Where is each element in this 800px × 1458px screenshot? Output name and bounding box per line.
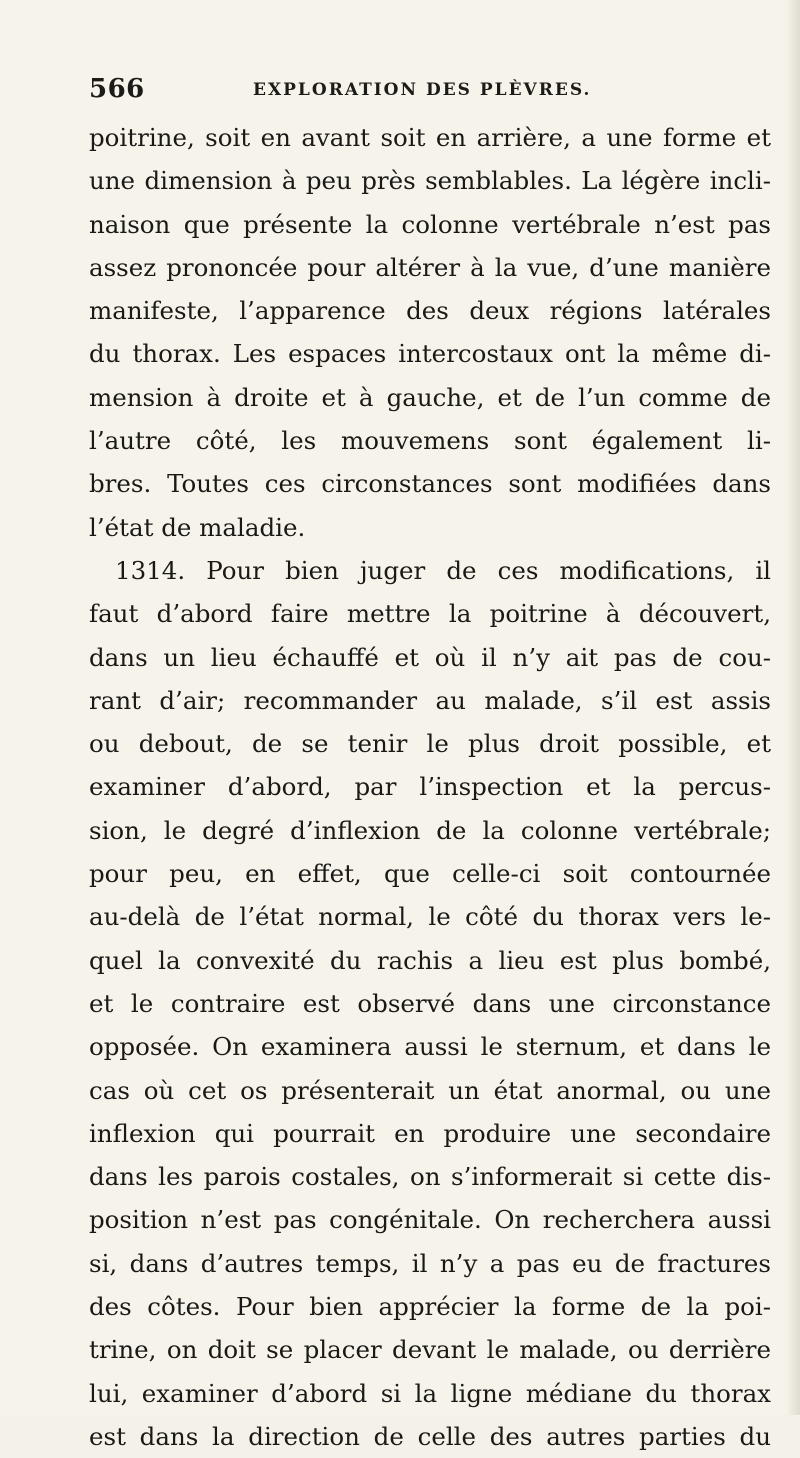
text-line: si, dans d’autres temps, il n’y a pas eu de fractures <box>89 1248 771 1278</box>
page-edge-shadow <box>786 0 800 1415</box>
running-header <box>89 74 769 114</box>
text-line: poitrine, soit en avant soit en arrière, a une forme et <box>89 123 771 152</box>
text-line: lui, examiner d’abord si la ligne médiane du thorax <box>89 1378 771 1408</box>
text-line: l’état de maladie. <box>89 512 306 542</box>
paragraph-start-line: 1314. Pour bien juger de ces modifications, il <box>115 555 771 585</box>
text-line: rant d’air; recommander au malade, s’il est assis <box>89 685 771 715</box>
text-line: des côtes. Pour bien apprécier la forme de la poi- <box>89 1292 771 1322</box>
text-line: inflexion qui pourrait en produire une secondaire <box>89 1118 771 1148</box>
text-line: au-delà de l’état normal, le côté du thorax vers le- <box>89 902 771 932</box>
page-number: 566 <box>89 74 145 104</box>
text-line: opposée. On examinera aussi le sternum, et dans le <box>89 1032 771 1062</box>
text-line: ou debout, de se tenir le plus droit possible, et <box>89 729 771 759</box>
text-line: examiner d’abord, par l’inspection et la percus- <box>89 772 771 802</box>
text-line: naison que présente la colonne vertébrale n’est pas <box>89 209 771 239</box>
text-line: manifeste, l’apparence des deux régions latérales <box>89 296 771 326</box>
text-line: une dimension à peu près semblables. La légère incli- <box>89 166 771 196</box>
text-line: pour peu, en effet, que celle-ci soit contournée <box>89 859 771 889</box>
text-line: faut d’abord faire mettre la poitrine à découvert, <box>89 599 771 629</box>
text-line: et le contraire est observé dans une circonstance <box>89 988 771 1018</box>
text-line: mension à droite et à gauche, et de l’un comme de <box>89 382 771 412</box>
text-line: cas où cet os présenterait un état anormal, ou une <box>89 1075 771 1105</box>
text-line: l’autre côté, les mouvemens sont également li- <box>89 426 771 456</box>
text-line: sion, le degré d’inflexion de la colonne vertébrale; <box>89 815 771 845</box>
text-line: assez prononcée pour altérer à la vue, d’une manière <box>89 252 771 282</box>
running-title: EXPLORATION DES PLÈVRES. <box>253 80 592 100</box>
text-line: dans un lieu échauffé et où il n’y ait pas de cou- <box>89 642 771 672</box>
text-line: dans les parois costales, on s’informerait si cette dis- <box>89 1162 771 1192</box>
text-line: trine, on doit se placer devant le malade, ou derrière <box>89 1335 771 1365</box>
text-line: du thorax. Les espaces intercostaux ont la même di- <box>89 339 771 369</box>
text-line: est dans la direction de celle des autres parties du <box>89 1421 771 1451</box>
text-line: bres. Toutes ces circonstances sont modifiées dans <box>89 469 771 499</box>
text-line: quel la convexité du rachis a lieu est plus bombé, <box>89 945 771 975</box>
body-text <box>89 116 771 1458</box>
text-line: position n’est pas congénitale. On recherchera aussi <box>89 1205 771 1235</box>
